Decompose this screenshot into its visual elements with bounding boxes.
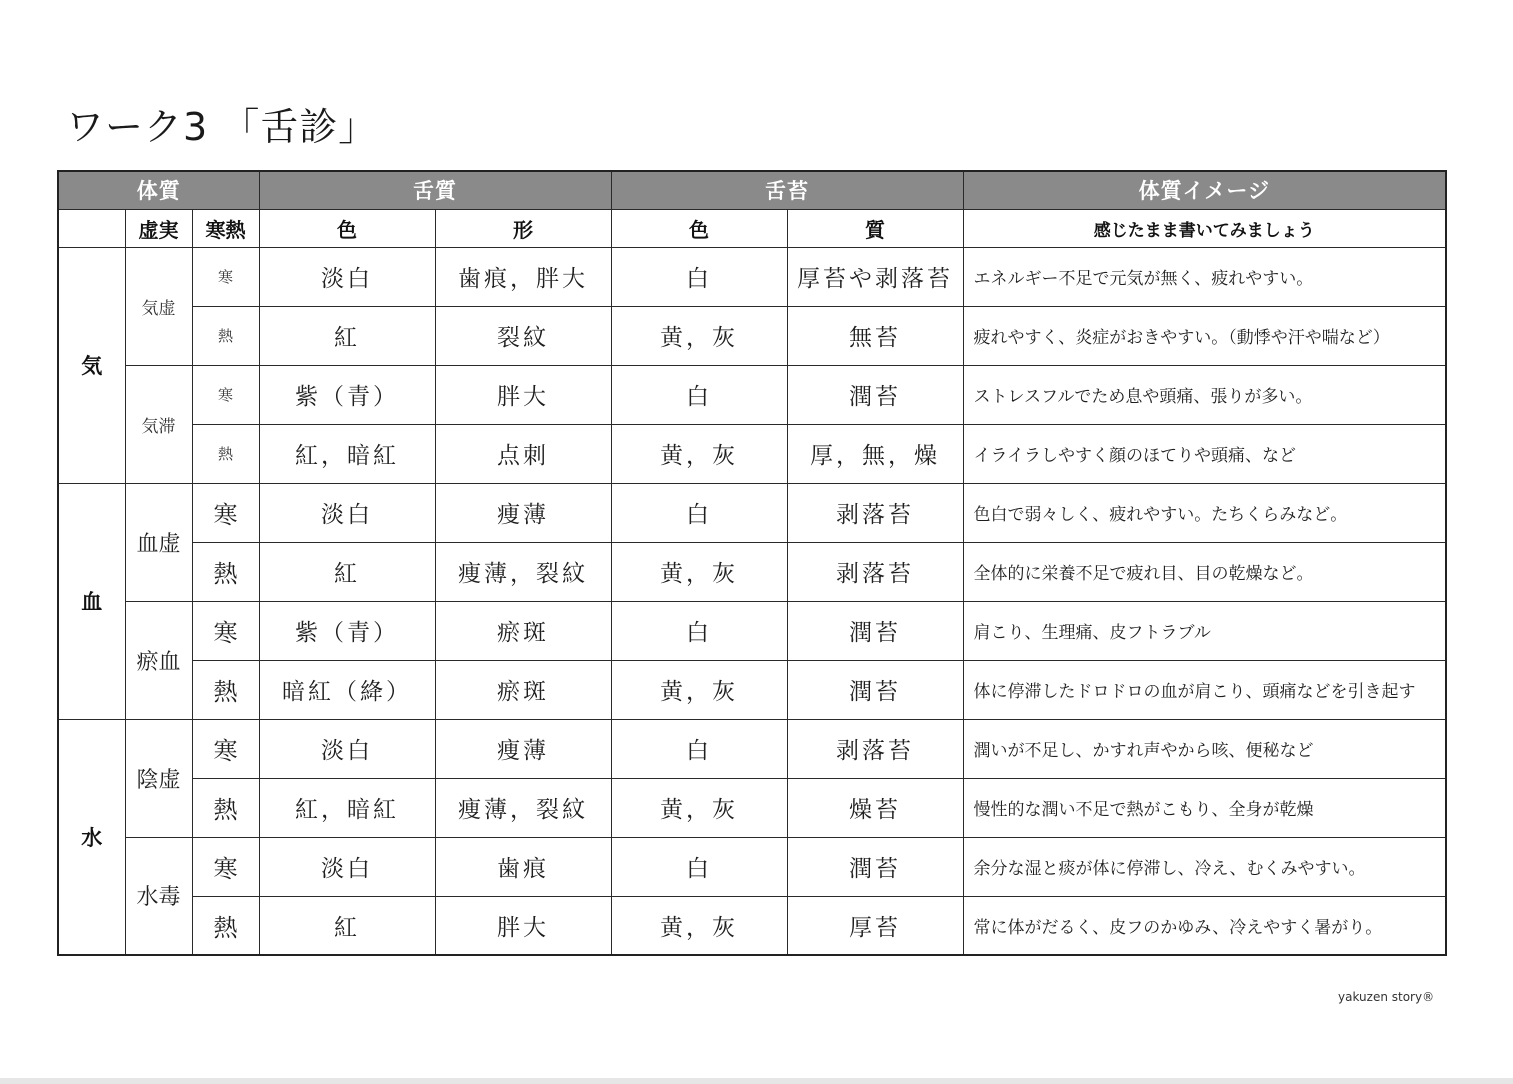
body-color-cell: 紫（青） bbox=[259, 365, 435, 424]
body-shape-cell: 胖大 bbox=[435, 365, 611, 424]
body-shape-cell: 痩薄 bbox=[435, 719, 611, 778]
coating-quality-cell: 剥落苔 bbox=[787, 542, 963, 601]
group-ki: 気 bbox=[58, 247, 125, 483]
table-row bbox=[58, 483, 1446, 542]
temp-cell: 寒 bbox=[192, 601, 259, 660]
coating-quality-cell: 剥落苔 bbox=[787, 719, 963, 778]
group-sui: 水 bbox=[58, 719, 125, 955]
table-row bbox=[58, 365, 1446, 424]
coating-color-cell: 黄，灰 bbox=[611, 542, 787, 601]
image-cell: 疲れやすく、炎症がおきやすい。（動悸や汗や喘など） bbox=[963, 306, 1446, 365]
table-row bbox=[58, 778, 1446, 837]
coating-color-cell: 黄，灰 bbox=[611, 306, 787, 365]
coating-color-cell: 白 bbox=[611, 247, 787, 306]
coating-quality-cell: 無苔 bbox=[787, 306, 963, 365]
coating-color-cell: 黄，灰 bbox=[611, 896, 787, 955]
temp-cell: 熱 bbox=[192, 542, 259, 601]
coating-color-cell: 白 bbox=[611, 601, 787, 660]
page-title: ワーク3 「舌診」 bbox=[66, 105, 378, 149]
subtype-cell: 気虚 bbox=[125, 247, 192, 365]
subtype-cell: 気滞 bbox=[125, 365, 192, 483]
coating-quality-cell: 潤苔 bbox=[787, 837, 963, 896]
image-cell: 肩こり、生理痛、皮フトラブル bbox=[963, 601, 1446, 660]
coating-quality-cell: 潤苔 bbox=[787, 365, 963, 424]
header-coating-quality: 質 bbox=[787, 209, 963, 247]
body-color-cell: 淡白 bbox=[259, 247, 435, 306]
body-shape-cell: 点刺 bbox=[435, 424, 611, 483]
temp-cell: 寒 bbox=[192, 483, 259, 542]
coating-color-cell: 黄，灰 bbox=[611, 660, 787, 719]
body-color-cell: 紅 bbox=[259, 542, 435, 601]
temp-cell: 寒 bbox=[192, 365, 259, 424]
temp-cell: 寒 bbox=[192, 719, 259, 778]
body-shape-cell: 歯痕 bbox=[435, 837, 611, 896]
body-shape-cell: 痩薄 bbox=[435, 483, 611, 542]
image-cell: 全体的に栄養不足で疲れ目、目の乾燥など。 bbox=[963, 542, 1446, 601]
image-cell: 体に停滞したドロドロの血が肩こり、頭痛などを引き起す bbox=[963, 660, 1446, 719]
header-blank bbox=[58, 209, 125, 247]
header-body-shape: 形 bbox=[435, 209, 611, 247]
header-constitution: 体質 bbox=[58, 171, 259, 209]
subtype-cell: 陰虚 bbox=[125, 719, 192, 837]
body-color-cell: 暗紅（絳） bbox=[259, 660, 435, 719]
body-color-cell: 淡白 bbox=[259, 483, 435, 542]
temp-cell: 寒 bbox=[192, 247, 259, 306]
body-shape-cell: 歯痕，胖大 bbox=[435, 247, 611, 306]
coating-quality-cell: 厚苔 bbox=[787, 896, 963, 955]
temp-cell: 寒 bbox=[192, 837, 259, 896]
brand-label: yakuzen story® bbox=[1338, 990, 1435, 1004]
coating-color-cell: 黄，灰 bbox=[611, 778, 787, 837]
group-ketsu: 血 bbox=[58, 483, 125, 719]
body-color-cell: 淡白 bbox=[259, 837, 435, 896]
body-shape-cell: 裂紋 bbox=[435, 306, 611, 365]
coating-quality-cell: 潤苔 bbox=[787, 660, 963, 719]
temp-cell: 熱 bbox=[192, 424, 259, 483]
table-row bbox=[58, 896, 1446, 955]
subtype-cell: 水毒 bbox=[125, 837, 192, 955]
table-row bbox=[58, 247, 1446, 306]
body-shape-cell: 瘀斑 bbox=[435, 660, 611, 719]
coating-color-cell: 黄，灰 bbox=[611, 424, 787, 483]
temp-cell: 熱 bbox=[192, 660, 259, 719]
temp-cell: 熱 bbox=[192, 778, 259, 837]
image-cell: イライラしやすく顔のほてりや頭痛、など bbox=[963, 424, 1446, 483]
image-cell: 常に体がだるく、皮フのかゆみ、冷えやすく暑がり。 bbox=[963, 896, 1446, 955]
header-constitution-image: 体質イメージ bbox=[963, 171, 1446, 209]
body-shape-cell: 瘀斑 bbox=[435, 601, 611, 660]
body-color-cell: 紅 bbox=[259, 306, 435, 365]
image-cell: 慢性的な潤い不足で熱がこもり、全身が乾燥 bbox=[963, 778, 1446, 837]
coating-color-cell: 白 bbox=[611, 719, 787, 778]
coating-quality-cell: 厚，無，燥 bbox=[787, 424, 963, 483]
coating-color-cell: 白 bbox=[611, 365, 787, 424]
coating-quality-cell: 燥苔 bbox=[787, 778, 963, 837]
header-body-color: 色 bbox=[259, 209, 435, 247]
body-shape-cell: 痩薄，裂紋 bbox=[435, 542, 611, 601]
table-row bbox=[58, 719, 1446, 778]
table-row bbox=[58, 601, 1446, 660]
body-color-cell: 紅 bbox=[259, 896, 435, 955]
body-color-cell: 淡白 bbox=[259, 719, 435, 778]
header-image-note: 感じたまま書いてみましょう bbox=[963, 209, 1446, 247]
body-shape-cell: 胖大 bbox=[435, 896, 611, 955]
table-row bbox=[58, 424, 1446, 483]
image-cell: 余分な湿と痰が体に停滞し、冷え、むくみやすい。 bbox=[963, 837, 1446, 896]
table-row bbox=[58, 660, 1446, 719]
coating-color-cell: 白 bbox=[611, 837, 787, 896]
image-cell: ストレスフルでため息や頭痛、張りが多い。 bbox=[963, 365, 1446, 424]
coating-quality-cell: 厚苔や剥落苔 bbox=[787, 247, 963, 306]
coating-color-cell: 白 bbox=[611, 483, 787, 542]
body-shape-cell: 痩薄，裂紋 bbox=[435, 778, 611, 837]
subtype-cell: 瘀血 bbox=[125, 601, 192, 719]
image-cell: 潤いが不足し、かすれ声やから咳、便秘など bbox=[963, 719, 1446, 778]
body-color-cell: 紅，暗紅 bbox=[259, 778, 435, 837]
header-tongue-coating: 舌苔 bbox=[611, 171, 963, 209]
table-row bbox=[58, 542, 1446, 601]
body-color-cell: 紫（青） bbox=[259, 601, 435, 660]
table-row bbox=[58, 306, 1446, 365]
header-deficiency-excess: 虚実 bbox=[125, 209, 192, 247]
temp-cell: 熱 bbox=[192, 896, 259, 955]
coating-quality-cell: 潤苔 bbox=[787, 601, 963, 660]
scan-edge bbox=[0, 1078, 1513, 1084]
body-color-cell: 紅，暗紅 bbox=[259, 424, 435, 483]
image-cell: エネルギー不足で元気が無く、疲れやすい。 bbox=[963, 247, 1446, 306]
header-coating-color: 色 bbox=[611, 209, 787, 247]
temp-cell: 熱 bbox=[192, 306, 259, 365]
subtype-cell: 血虚 bbox=[125, 483, 192, 601]
header-tongue-body: 舌質 bbox=[259, 171, 611, 209]
table-row bbox=[58, 837, 1446, 896]
header-cold-heat: 寒熱 bbox=[192, 209, 259, 247]
image-cell: 色白で弱々しく、疲れやすい。たちくらみなど。 bbox=[963, 483, 1446, 542]
tongue-diagnosis-table bbox=[57, 170, 1447, 956]
coating-quality-cell: 剥落苔 bbox=[787, 483, 963, 542]
